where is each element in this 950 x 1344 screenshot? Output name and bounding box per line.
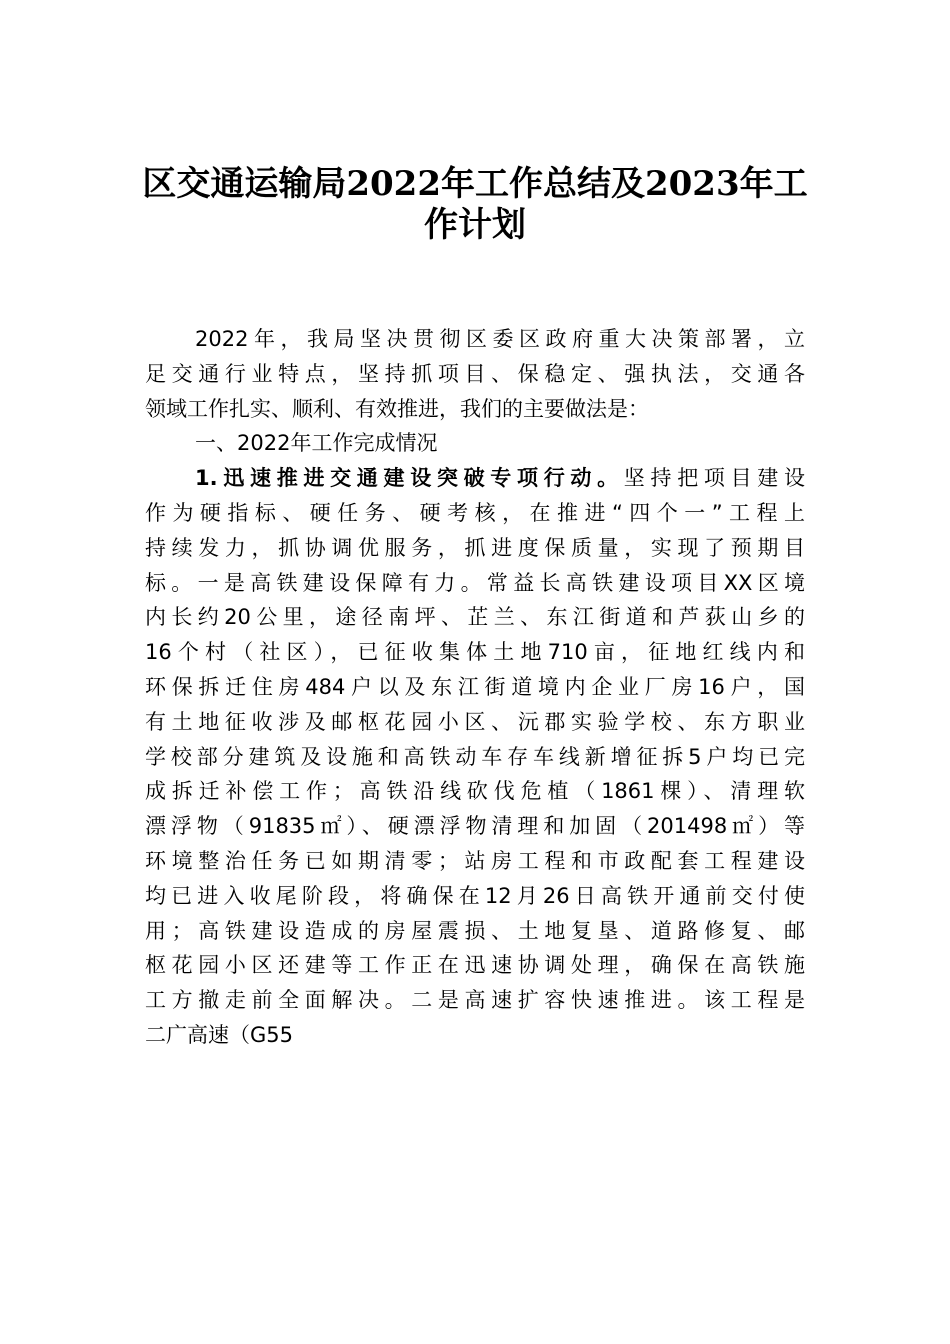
document-body [145,322,805,1053]
paragraph-line: 漂浮物（91835㎡）、硬漂浮物清理和加固（201498㎡）等 [145,814,805,839]
paragraph-line: 标。一是高铁建设保障有力。常益长高铁建设项目XX区境 [145,570,805,595]
document-title-line-1: 区交通运输局2022年工作总结及2023年工 [142,164,808,204]
item-1-lead-text: 坚持把项目建设 [623,466,805,491]
paragraph-line: 足交通行业特点，坚持抓项目、保稳定、强执法，交通各 [145,361,805,386]
item-1-paragraph [145,461,805,1053]
paragraph-line: 16个村（社区），已征收集体土地710亩，征地红线内和 [145,640,805,665]
section-heading: 一、2022年工作完成情况 [195,431,438,456]
paragraph-line: 领域工作扎实、顺利、有效推进，我们的主要做法是： [145,396,649,421]
paragraph-line: 用；高铁建设造成的房屋震损、土地复垦、道路修复、邮 [145,918,805,943]
paragraph-line: 环保拆迁住房484户以及东江街道境内企业厂房16户，国 [145,674,805,699]
paragraph-line: 枢花园小区还建等工作正在迅速协调处理，确保在高铁施 [145,953,805,978]
paragraph-line: 环境整治任务已如期清零；站房工程和市政配套工程建设 [145,848,805,873]
paragraph-line: 内长约20公里，途径南坪、芷兰、东江街道和芦荻山乡的 [145,605,805,630]
intro-paragraph [145,322,805,426]
item-1-lead-title: 1.迅速推进交通建设突破专项行动。 [195,466,624,491]
paragraph-line: 均已进入收尾阶段，将确保在12月26日高铁开通前交付使 [145,883,805,908]
paragraph-line: 有土地征收涉及邮枢花园小区、沅郡实验学校、东方职业 [145,709,805,734]
paragraph-line: 成拆迁补偿工作；高铁沿线砍伐危植（1861棵）、清理软 [145,779,805,804]
paragraph-line: 工方撤走前全面解决。二是高速扩容快速推进。该工程是 [145,988,805,1013]
paragraph-line: 作为硬指标、硬任务、硬考核，在推进“四个一”工程上 [145,500,805,525]
paragraph-line [145,461,805,496]
document-title-line-2: 作计划 [424,205,526,245]
paragraph-line: 二广高速（G55 [145,1022,293,1047]
paragraph-line: 学校部分建筑及设施和高铁动车存车线新增征拆5户均已完 [145,744,805,769]
paragraph-line: 2022年，我局坚决贯彻区委区政府重大决策部署，立 [195,327,805,351]
paragraph-line: 持续发力，抓协调优服务，抓进度保质量，实现了预期目 [145,535,805,560]
